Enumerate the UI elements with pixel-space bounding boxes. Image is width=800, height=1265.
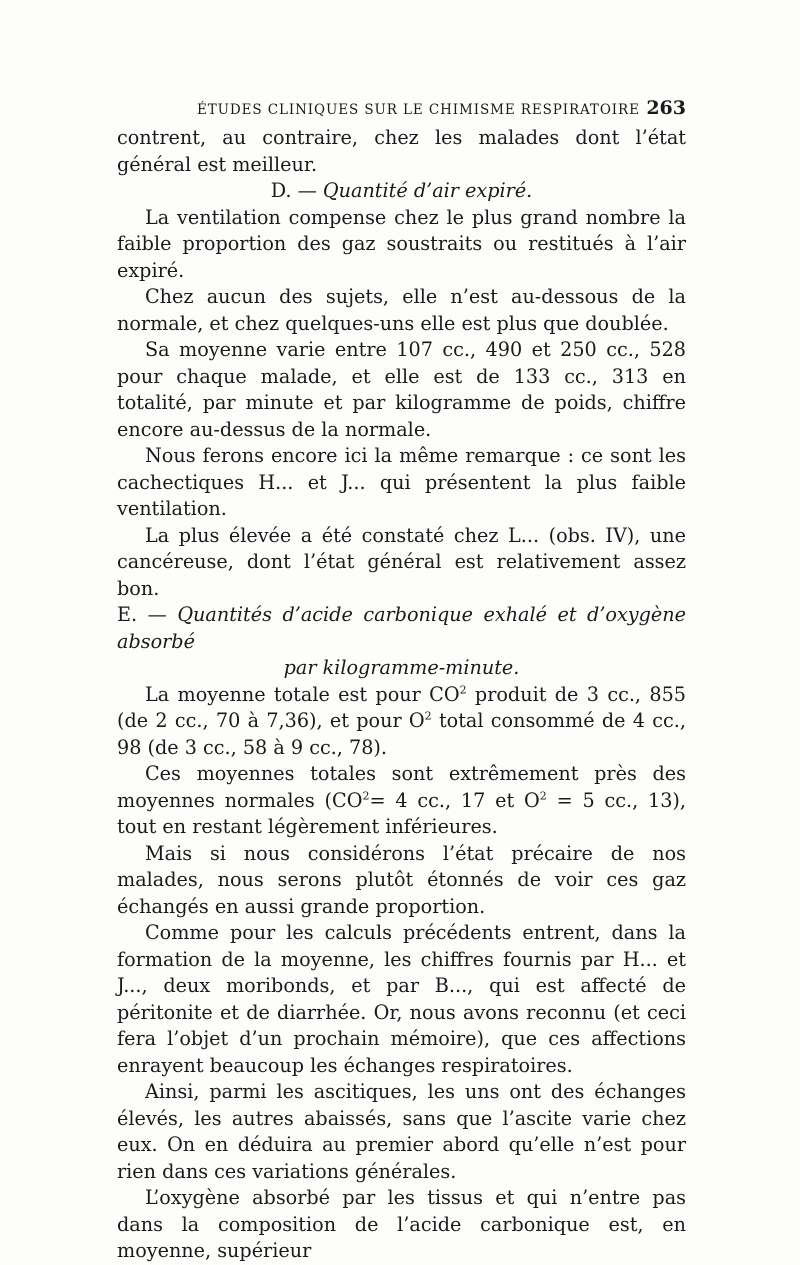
paragraph-4: Sa moyenne varie entre 107 cc., 490 et 250 cc., 528 pour chaque malade, et elle est de 133 cc., 313 en totalité, par minute et par kilogramme de poids, chiffre encore au-dessus de la normale.	[117, 338, 686, 441]
superscript: 2	[539, 789, 547, 803]
section-d-label: D. —	[270, 179, 317, 202]
section-e-label: E. —	[117, 603, 167, 626]
p7-part-a: La moyenne totale est pour CO	[145, 682, 460, 706]
running-title: ÉTUDES CLINIQUES SUR LE CHIMISME RESPIRATOIRE	[197, 102, 640, 118]
paragraph-9: Mais si nous considérons l’état précaire de nos malades, nous serons plutôt étonnés de voir ces gaz échangés en aussi grande proportion.	[117, 841, 686, 918]
p8-part-a: Ces moyennes totales sont extrêmement près des moyennes normales (CO	[117, 762, 686, 812]
section-e-title-line-1: Quantités d’acide carbonique exhalé et d’oxygène absorbé	[117, 603, 686, 653]
superscript: 2	[459, 683, 467, 697]
superscript: 2	[362, 789, 370, 803]
p7-part-b: produit de 3 cc., 855 (de 2 cc., 70 à 7,36), et pour O	[117, 682, 686, 732]
p8-part-c: = 5 cc., 13), tout en restant légèrement inférieures.	[117, 788, 687, 838]
paragraph-1: contrent, au contraire, chez les malades dont l’état général est meilleur.	[117, 126, 686, 176]
p8-part-b: = 4 cc., 17 et O	[369, 788, 540, 812]
page-number: 263	[646, 97, 686, 119]
section-d-title: Quantité d’air expiré.	[322, 179, 533, 202]
paragraph-11: Ainsi, parmi les ascitiques, les uns ont des échanges élevés, les autres abaissés, sans que l’ascite varie chez eux. On en déduira au premier abord qu’elle n’est pour rien dans ces variations générales.	[117, 1080, 686, 1183]
section-e-title-line-2: par kilogramme-minute.	[283, 656, 520, 679]
running-header	[117, 97, 686, 119]
p7-part-c: total consommé de 4 cc., 98 (de 3 cc., 58 à 9 cc., 78).	[117, 709, 686, 759]
book-page	[117, 97, 686, 1265]
superscript: 2	[424, 709, 432, 723]
paragraph-12: L’oxygène absorbé par les tissus et qui n’entre pas dans la composition de l’acide carbonique est, en moyenne, supérieur	[117, 1186, 686, 1262]
paragraph-3: Chez aucun des sujets, elle n’est au-dessous de la normale, et chez quelques-uns elle est plus que doublée.	[117, 285, 686, 335]
section-d-heading	[117, 178, 686, 205]
paragraph-2: La ventilation compense chez le plus grand nombre la faible proportion des gaz soustraits ou restitués à l’air expiré.	[117, 205, 686, 282]
paragraph-6: La plus élevée a été constaté chez L... (obs. IV), une cancéreuse, dont l’état général est relativement assez bon.	[117, 523, 686, 600]
paragraph-8	[117, 761, 686, 841]
paragraph-5: Nous ferons encore ici la même remarque : ce sont les cachectiques H... et J... qui présentent la plus faible ventilation.	[117, 444, 686, 520]
paragraph-10: Comme pour les calculs précédents entrent, dans la formation de la moyenne, les chiffres fournis par H... et J..., deux moribonds, et par B..., qui est affecté de péritonite et de diarrhée. Or, nous avons reconnu (et ceci fera l’objet d’un prochain mémoire), que ces affections enrayent beaucoup les échanges respiratoires.	[117, 921, 686, 1077]
section-e-heading	[117, 602, 686, 655]
paragraph-7	[117, 682, 686, 762]
